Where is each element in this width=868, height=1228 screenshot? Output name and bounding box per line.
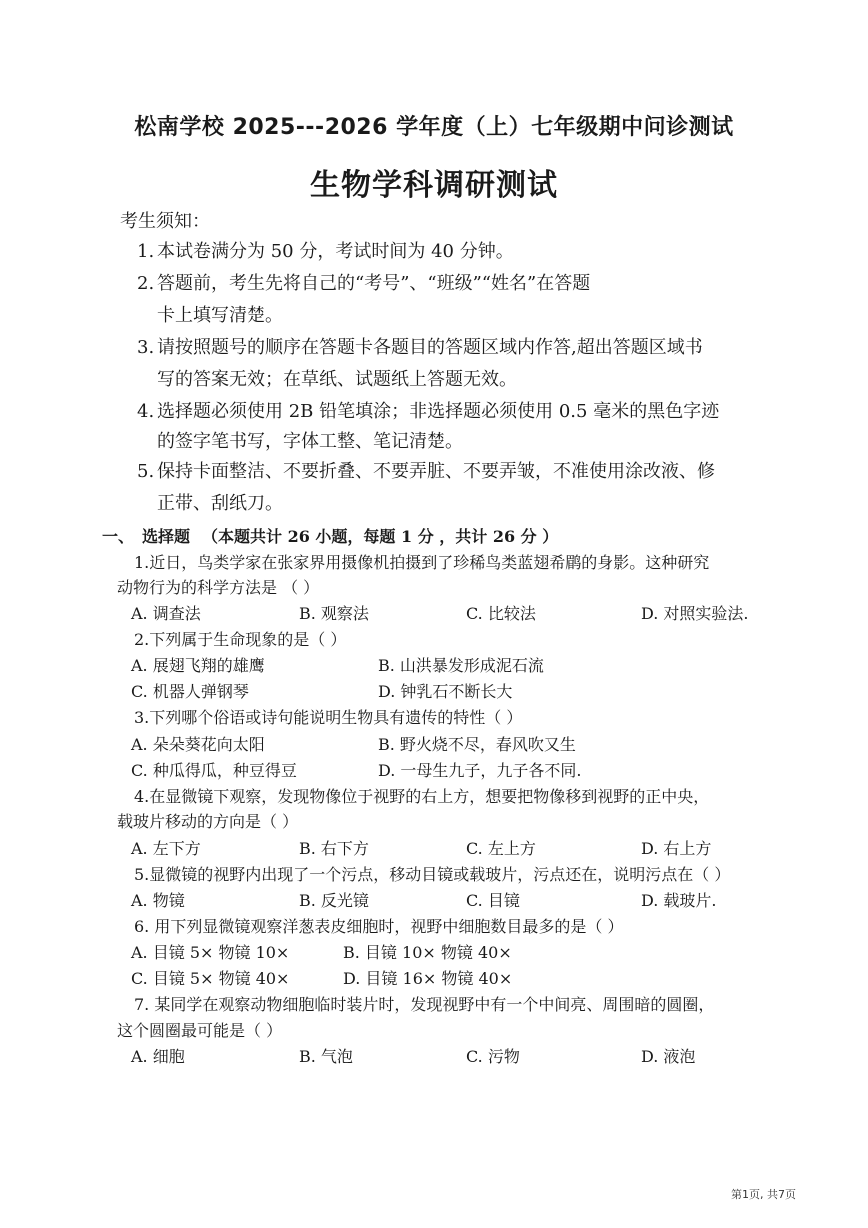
- question-3-option-d: D. 一母生九子，九子各不同.: [378, 761, 582, 780]
- section-heading: [102, 524, 558, 547]
- question-1-option-c: C. 比较法: [466, 604, 536, 623]
- question-2-option-a: A. 展翅飞翔的雄鹰: [131, 656, 265, 675]
- notice-item-2: [137, 272, 590, 296]
- question-3-option-b: B. 野火烧不尽，春风吹又生: [378, 735, 576, 754]
- question-4-option-b: B. 右下方: [299, 839, 369, 858]
- notice-item-3-cont: 写的答案无效；在草纸、试题纸上答题无效。: [157, 369, 517, 390]
- notice-item-text: 选择题必须使用 2B 铅笔填涂；非选择题必须使用 0.5 毫米的黑色字迹: [157, 401, 720, 422]
- question-7-option-b: B. 气泡: [299, 1047, 353, 1066]
- notice-item-text: 请按照题号的顺序在答题卡各题目的答题区域内作答,超出答题区域书: [157, 337, 703, 358]
- question-6-option-d: D. 目镜 16× 物镜 40×: [343, 969, 513, 988]
- notice-item-number: 2.: [137, 273, 155, 294]
- question-1-stem: 1.近日，鸟类学家在张家界用摄像机拍摄到了珍稀鸟类蓝翅希鹛的身影。这种研究: [134, 553, 710, 572]
- question-1-option-d: D. 对照实验法.: [641, 604, 749, 623]
- question-3-option-c: C. 种瓜得瓜，种豆得豆: [131, 761, 297, 780]
- section-number: 一、: [102, 527, 135, 546]
- question-5-option-c: C. 目镜: [466, 891, 520, 910]
- question-7-stem: 7. 某同学在观察动物细胞临时装片时，发现视野中有一个中间亮、周围暗的圆圈，: [134, 995, 715, 1014]
- notice-heading: 考生须知：: [120, 211, 210, 232]
- question-7-stem-cont: 这个圆圈最可能是（ ）: [117, 1021, 283, 1040]
- section-description: （本题共计 26 小题，每题 1 分 ，共计 26 分 ）: [202, 527, 559, 546]
- exam-subtitle: 生物学科调研测试: [310, 168, 558, 203]
- notice-item-5-cont: 正带、刮纸刀。: [157, 493, 283, 514]
- notice-item-3: [137, 336, 703, 360]
- notice-item-text: 保持卡面整洁、不要折叠、不要弄脏、不要弄皱，不准使用涂改液、修: [157, 461, 715, 482]
- question-5-option-a: A. 物镜: [131, 891, 185, 910]
- page-number: 第1页, 共7页: [731, 1188, 796, 1201]
- notice-item-4: [137, 400, 719, 424]
- question-4-stem: 4.在显微镜下观察，发现物像位于视野的右上方，想要把物像移到视野的正中央，: [134, 787, 710, 806]
- question-5-option-d: D. 载玻片.: [641, 891, 717, 910]
- question-3-option-a: A. 朵朵葵花向太阳: [131, 735, 265, 754]
- question-2-option-b: B. 山洪暴发形成泥石流: [378, 656, 544, 675]
- question-4-option-d: D. 右上方: [641, 839, 712, 858]
- notice-item-number: 3.: [137, 337, 155, 358]
- question-7-option-c: C. 污物: [466, 1047, 520, 1066]
- notice-item-number: 1.: [137, 241, 155, 262]
- notice-item-number: 4.: [137, 401, 155, 422]
- notice-item-number: 5.: [137, 461, 155, 482]
- exam-title: 松南学校 2025---2026 学年度（上）七年级期中问诊测试: [134, 115, 734, 140]
- question-6-option-b: B. 目镜 10× 物镜 40×: [343, 943, 512, 962]
- notice-item-text: 答题前，考生先将自己的“考号”、“班级”“姓名”在答题: [157, 273, 591, 294]
- question-6-option-c: C. 目镜 5× 物镜 40×: [131, 969, 290, 988]
- notice-item-5: [137, 460, 715, 484]
- question-6-option-a: A. 目镜 5× 物镜 10×: [131, 943, 290, 962]
- question-4-stem-cont: 载玻片移动的方向是（ ）: [117, 812, 299, 831]
- notice-item-2-cont: 卡上填写清楚。: [157, 305, 283, 326]
- notice-item-4-cont: 的签字笔书写，字体工整、笔记清楚。: [157, 431, 463, 452]
- question-5-stem: 5.显微镜的视野内出现了一个污点，移动目镜或载玻片，污点还在，说明污点在（ ）: [134, 865, 731, 884]
- question-4-option-c: C. 左上方: [466, 839, 536, 858]
- question-2-stem: 2.下列属于生命现象的是（ ）: [134, 630, 347, 649]
- question-2-option-d: D. 钟乳石不断长大: [378, 682, 513, 701]
- question-1-stem-cont: 动物行为的科学方法是 （ ）: [117, 578, 320, 597]
- question-6-stem: 6. 用下列显微镜观察洋葱表皮细胞时，视野中细胞数目最多的是（ ）: [134, 917, 624, 936]
- section-name: 选择题: [142, 527, 191, 546]
- question-2-option-c: C. 机器人弹钢琴: [131, 682, 249, 701]
- question-3-stem: 3.下列哪个俗语或诗句能说明生物具有遗传的特性（ ）: [134, 708, 523, 727]
- notice-item-1: [137, 240, 514, 264]
- question-5-option-b: B. 反光镜: [299, 891, 369, 910]
- question-1-option-b: B. 观察法: [299, 604, 369, 623]
- question-1-option-a: A. 调查法: [131, 604, 201, 623]
- question-4-option-a: A. 左下方: [131, 839, 201, 858]
- question-7-option-a: A. 细胞: [131, 1047, 185, 1066]
- notice-item-text: 本试卷满分为 50 分，考试时间为 40 分钟。: [157, 241, 514, 262]
- question-7-option-d: D. 液泡: [641, 1047, 696, 1066]
